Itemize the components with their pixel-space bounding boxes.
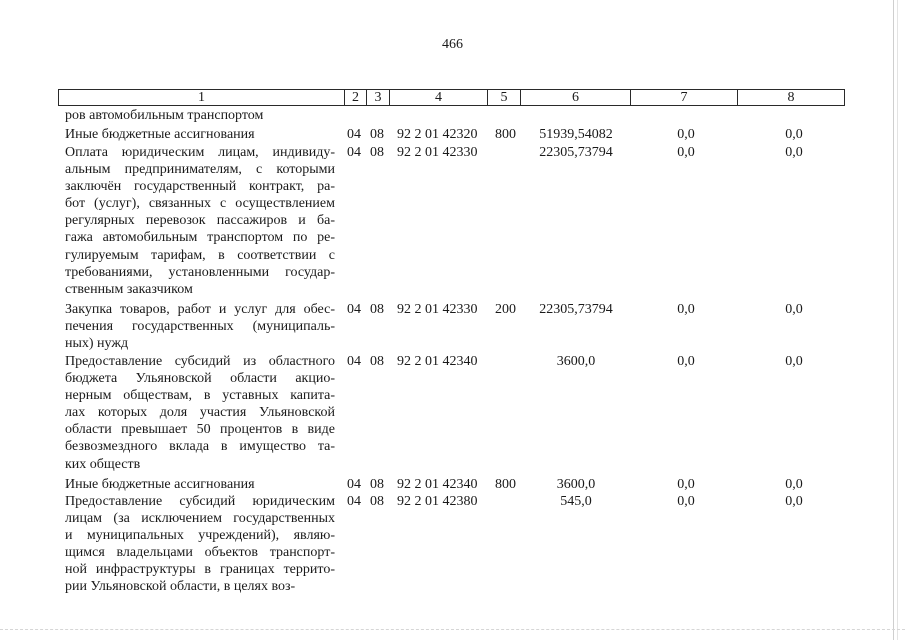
description-line: области превышает 50 процентов в виде: [65, 422, 335, 438]
cell-c8: 0,0: [785, 145, 803, 160]
description-line: печения государственных (муниципаль-: [65, 319, 335, 335]
cell-c5: 800: [495, 477, 516, 492]
cell-c4: 92 2 01 42340: [397, 354, 478, 369]
cell-c3: 08: [370, 302, 384, 317]
page-number: 466: [442, 37, 463, 52]
description-line: Оплата юридическим лицам, индивиду-: [65, 145, 335, 160]
cell-c5: 800: [495, 127, 516, 142]
cell-c7: 0,0: [677, 354, 695, 369]
row-description: [65, 493, 335, 596]
cell-c6: 3600,0: [556, 354, 596, 369]
cell-c3: 08: [370, 145, 384, 160]
row-description: [65, 144, 335, 298]
cell-c3: 08: [370, 127, 384, 142]
page-edge-line-secondary: [897, 0, 898, 640]
description-line: требованиями, установленными государ-: [65, 264, 335, 280]
header-col-1: 1: [59, 90, 345, 105]
description-line: щимся владельцами объектов транспорт-: [65, 545, 335, 561]
cell-c6: 22305,73794: [539, 145, 613, 160]
cell-c4: 92 2 01 42330: [397, 145, 478, 160]
description-line: Закупка товаров, работ и услуг для обес-: [65, 302, 335, 317]
cell-c4: 92 2 01 42380: [397, 494, 478, 509]
description-line: безвозмездного вклада в имущество та-: [65, 439, 335, 455]
description-line: ких обществ: [65, 456, 141, 472]
description-line: гулируемым тарифам, в соответствии с: [65, 247, 335, 263]
cell-c2: 04: [347, 145, 361, 160]
description-line: альным предпринимателям, с которыми: [65, 162, 335, 178]
cell-c4: 92 2 01 42340: [397, 477, 478, 492]
cell-c2: 04: [347, 127, 361, 142]
bottom-scan-edge: [0, 629, 905, 630]
description-line: гажа автомобильным транспортом по ре-: [65, 230, 335, 246]
cell-c8: 0,0: [785, 494, 803, 509]
cell-c7: 0,0: [677, 477, 695, 492]
header-col-2: 2: [345, 90, 367, 105]
row-description: [65, 353, 335, 473]
cell-c4: 92 2 01 42330: [397, 302, 478, 317]
cell-c2: 04: [347, 354, 361, 369]
row-description: [65, 126, 335, 143]
header-col-7: 7: [631, 90, 738, 105]
description-line: заключён государственный контракт, ра-: [65, 179, 335, 195]
cell-c7: 0,0: [677, 302, 695, 317]
description-line: бот (услуг), связанных с осуществлением: [65, 196, 335, 212]
cell-c7: 0,0: [677, 145, 695, 160]
cell-c2: 04: [347, 494, 361, 509]
cell-c3: 08: [370, 477, 384, 492]
cell-c8: 0,0: [785, 127, 803, 142]
description-line: Предоставление субсидий юридическим: [65, 494, 335, 509]
description-line: нерным обществам, в уставных капита-: [65, 388, 335, 404]
cell-c5: 200: [495, 302, 516, 317]
description-line: ственным заказчиком: [65, 281, 193, 297]
description-line: регулярных перевозок пассажиров и ба-: [65, 213, 335, 229]
cell-c2: 04: [347, 477, 361, 492]
cell-c4: 92 2 01 42320: [397, 127, 478, 142]
cell-c3: 08: [370, 354, 384, 369]
description-line: ных) нужд: [65, 336, 129, 352]
description-line: и муниципальных учреждений), являю-: [65, 528, 335, 544]
cell-c7: 0,0: [677, 127, 695, 142]
header-col-6: 6: [521, 90, 631, 105]
description-line: Предоставление субсидий из областного: [65, 354, 335, 369]
cell-c7: 0,0: [677, 494, 695, 509]
cell-c6: 3600,0: [556, 477, 596, 492]
page-edge-line: [893, 0, 894, 640]
cell-c6: 51939,54082: [539, 127, 613, 142]
header-col-3: 3: [367, 90, 390, 105]
description-line: лицам (за исключением государственных: [65, 511, 335, 527]
cell-c2: 04: [347, 302, 361, 317]
header-col-5: 5: [488, 90, 521, 105]
description-line: ной инфраструктуры в границах террито-: [65, 562, 335, 578]
header-col-8: 8: [787, 90, 795, 105]
description-line: Иные бюджетные ассигнования: [65, 477, 255, 492]
description-line: лах которых доля участия Ульяновской: [65, 405, 335, 421]
cell-c6: 545,0: [560, 494, 592, 509]
continuation-text: ров автомобильным транспортом: [65, 108, 264, 123]
header-col-4: 4: [390, 90, 488, 105]
table-header: [58, 89, 845, 106]
description-line: Иные бюджетные ассигнования: [65, 127, 255, 142]
cell-c3: 08: [370, 494, 384, 509]
cell-c6: 22305,73794: [539, 302, 613, 317]
row-description: [65, 301, 335, 352]
cell-c8: 0,0: [785, 354, 803, 369]
cell-c8: 0,0: [785, 477, 803, 492]
description-line: рии Ульяновской области, в целях воз-: [65, 579, 296, 595]
row-description: [65, 476, 335, 493]
cell-c8: 0,0: [785, 302, 803, 317]
description-line: бюджета Ульяновской области акцио-: [65, 371, 335, 387]
